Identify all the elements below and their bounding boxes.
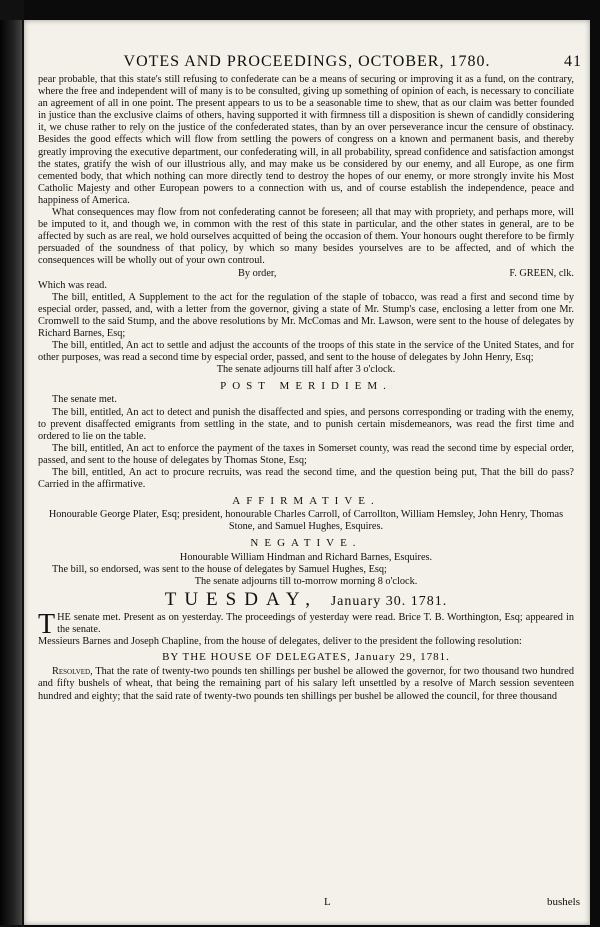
adjournment: The senate adjourns till half after 3 o'clock. (216, 364, 396, 376)
header-title: VOTES AND PROCEEDINGS, OCTOBER, 1780. (123, 53, 491, 70)
vote-heading-negative: NEGATIVE. (250, 537, 362, 550)
paragraph: The bill, entitled, An act to detect and punish the disaffected and spies, and persons corresponding or trading with the enemy, to prevent disaffected emigrants from settling in the state, and to punish certain misdemeanors, was read the first time and ordered to lie on the table. (38, 406, 574, 442)
signature-line (38, 268, 574, 280)
day-name: TUESDAY, (164, 588, 318, 610)
day-date: January 30. 1781. (330, 593, 448, 609)
paragraph: The bill, so endorsed, was sent to the house of delegates by Samuel Hughes, Esq; (52, 563, 387, 575)
drop-cap: T (38, 608, 56, 640)
page-gutter (0, 20, 22, 925)
page-body (38, 74, 574, 703)
paragraph-text: HE senate met. Present as on yesterday. The proceedings of yesterday were read. Brice T. B. Worthington, Esq; appeared in the senate. (57, 611, 574, 636)
vote-names-affirmative: Honourable George Plater, Esq; president, honourable Charles Carroll, of Carrollton, William Hemsley, John Henry, Thomas Stone, and Samuel Hughes, Esquires. (48, 509, 564, 533)
signature-by: By order, (238, 267, 277, 279)
resolved-word: Resolved, (52, 666, 93, 678)
adjournment: The senate adjourns till to-morrow morning 8 o'clock. (194, 575, 418, 587)
paragraph: The bill, entitled, An act to enforce the payment of the taxes in Somerset county, was read the second time by especial order, passed, and sent to the house of delegates by Thomas Stone, Esq; (38, 442, 574, 466)
paragraph-text: That the rate of twenty-two pounds ten shillings per bushel be allowed the governor, for two thousand two hundred and fifty bushels of wheat, that being the remaining part of his salary left unsettled by a resolve of March session seventeen hundred and eighty; that the said rate of twenty-two pounds ten shillings per bushel be allowed the council, for three thousand (38, 666, 575, 702)
vote-names-negative: Honourable William Hindman and Richard Barnes, Esquires. (179, 551, 433, 563)
paragraph (38, 608, 574, 640)
paragraph: The bill, entitled, An act to settle and adjust the accounts of the troops of this state in the service of the United States, and for other purposes, was read a second time by especial order, passed, and sent to the house of delegates by John Henry, Esq; (38, 340, 574, 364)
catchword: bushels (547, 896, 580, 908)
paragraph: The senate met. (52, 394, 117, 406)
signature-mark: L (324, 896, 331, 908)
section-heading: POST MERIDIEM. (220, 380, 392, 393)
resolution-heading: BY THE HOUSE OF DELEGATES, January 29, 1781. (162, 651, 450, 664)
paragraph: The bill, entitled, A Supplement to the act for the regulation of the staple of tobacco, was read a first and second time by especial order, passed, and, with a letter from the governor, giving a state of Mr. Stump's case, enclosing a letter from one Mr. Cromwell to the said Stump, and the above resolutions by Mr. McComas and Mr. Lawson, were sent to the house of delegates by Richard Barnes, Esq; (38, 291, 574, 339)
signature-name: F. GREEN, clk. (509, 267, 574, 279)
paragraph: pear probable, that this state's still refusing to confederate can be a means of securing or improving it as a fund, on the contrary, where the free and independent will of many is to be consulted, giving up something of opinion of each, is necessary to conciliate an agreement of all in one point. The present appears to us to be a seasonable time to shew, that as our claim was better founded in justice than the exclusive claims of others, having supported it with firmness till a disposition is shewn of candidly considering it, we chuse rather to rely on the justice of the confederated states, than by an over perseverance incur the censure of obstinacy. Besides the good effects which will flow from settling the powers of congress on a known and permanent basis, and thereby greatly improving the executive department, our confederating will, in all probability, spread confidence and satisfaction amongst the states, gratify the wish of our illustrious ally, and may make us be considered by our enemy, and all Europe, as one firm cemented body, that which nothing can more directly tend to destroy the hopes of our enemy, or more strongly invite his Most Catholic Majesty and other European powers to a connection with us, and of course establish the independence, peace and happiness of America. (38, 74, 574, 206)
vote-heading-affirmative: AFFIRMATIVE. (232, 495, 380, 508)
day-heading (38, 588, 574, 610)
paragraph: Which was read. (38, 279, 107, 291)
running-header (24, 53, 590, 71)
page-number: 41 (564, 53, 582, 70)
paragraph: The bill, entitled, An act to procure recruits, was read the second time, and the question being put, That the bill do pass? Carried in the affirmative. (38, 467, 574, 491)
document-page (24, 20, 590, 925)
paragraph: Messieurs Barnes and Joseph Chapline, from the house of delegates, deliver to the president the following resolution: (38, 636, 522, 648)
paragraph: What consequences may flow from not confederating cannot be foreseen; all that may with propriety, and perhaps more, will be imputed to it, and though we, in common with the rest of this state in particular, and the other states in general, are to be affected by such as are real, we hold ourselves acquitted of being the occasion of them. Your honours ought therefore to be firmly persuaded of the soundness of that policy, by which so many besides yourselves are to be affected, and of which the consequences will be wholly out of your own controul. (38, 207, 574, 267)
paragraph (38, 666, 574, 702)
